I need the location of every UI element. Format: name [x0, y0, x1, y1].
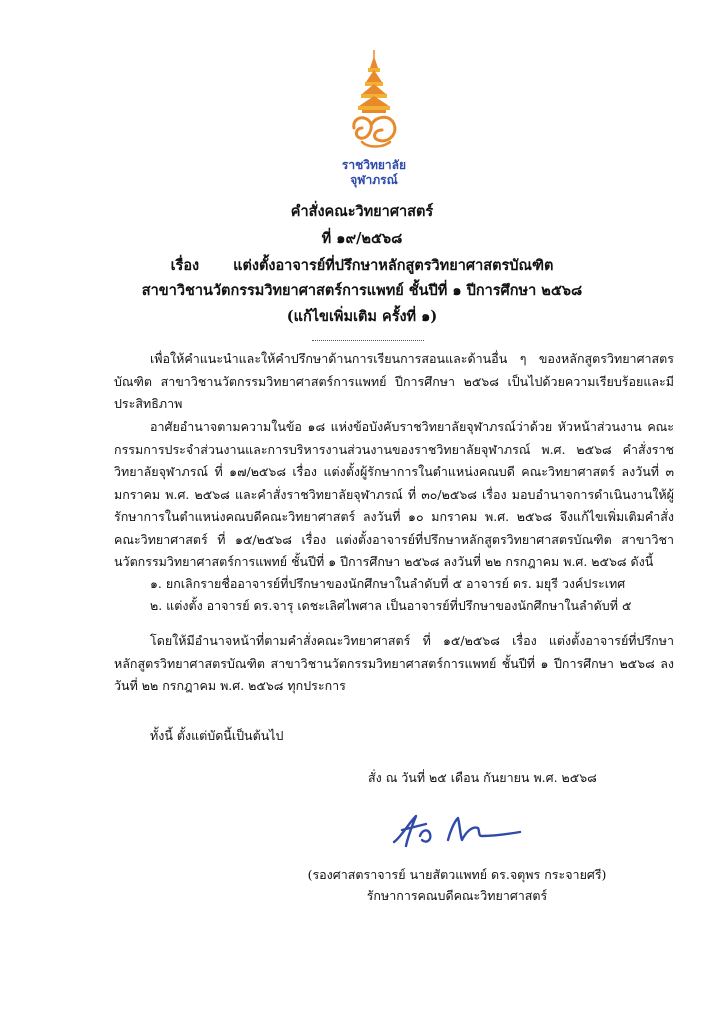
title-divider [312, 340, 424, 341]
order-date: สั่ง ณ วันที่ ๒๕ เดือน กันยายน พ.ศ. ๒๕๖๘ [368, 770, 597, 785]
institution-logo [332, 48, 416, 198]
paragraph-duties: โดยให้มีอำนาจหน้าที่ตามคำสั่งคณะวิทยาศาสตร์ ที่ ๑๕/๒๕๖๘ เรื่อง แต่งตั้งอาจารย์ที่ปรึกษาหลักสูตรวิทยาศาสตรบัณฑิต สาขาวิชานวัตกรรมวิทยาศาสตร์การแพทย์ ชั้นปีที่ ๑ ปีการศึกษา ๒๕๖๘ ลงวันที่ ๒๒ กรกฎาคม พ.ศ. ๒๕๖๘ ทุกประการ [114, 633, 674, 693]
order-title: คำสั่งคณะวิทยาศาสตร์ [290, 203, 434, 220]
signer-title: รักษาการคณบดีคณะวิทยาศาสตร์ [366, 888, 548, 903]
signer-name: (รองศาสตราจารย์ นายสัตวแพทย์ ดร.จตุพร กระจายศรี) [307, 867, 607, 882]
paragraph-authority: อาศัยอำนาจตามความในข้อ ๑๘ แห่งข้อบังคับราชวิทยาลัยจุฬาภรณ์ว่าด้วย หัวหน้าส่วนงาน คณะกรรมการประจำส่วนงานและการบริหารงานส่วนงานของราชวิทยาลัยจุฬาภรณ์ พ.ศ. ๒๕๖๘ คำสั่งราชวิทยาลัยจุฬาภรณ์ ที่ ๑๗/๒๕๖๘ เรื่อง แต่งตั้งผู้รักษาการในตำแหน่งคณบดี คณะวิทยาศาสตร์ ลงวันที่ ๓ มกราคม พ.ศ. ๒๕๖๘ และคำสั่งราชวิทยาลัยจุฬาภรณ์ ที่ ๓๐/๒๕๖๘ เรื่อง มอบอำนาจการดำเนินงานให้ผู้รักษาการในตำแหน่งคณบดีคณะวิทยาศาสตร์ ลงวันที่ ๑๐ มกราคม พ.ศ. ๒๕๖๘ จึงแก้ไขเพิ่มเติมคำสั่งคณะวิทยาศาสตร์ ที่ ๑๕/๒๕๖๘ เรื่อง แต่งตั้งอาจารย์ที่ปรึกษาหลักสูตรวิทยาศาสตรบัณฑิต สาขาวิชานวัตกรรมวิทยาศาสตร์การแพทย์ ชั้นปีที่ ๑ ปีการศึกษา ๒๕๖๘ ลงวันที่ ๒๒ กรกฎาคม พ.ศ. ๒๕๖๘ ดังนี้ [114, 419, 674, 569]
subject-label: เรื่อง [170, 257, 200, 274]
paragraph-effective: ทั้งนี้ ตั้งแต่บัดนี้เป็นต้นไป [150, 728, 284, 743]
subject-text: แต่งตั้งอาจารย์ที่ปรึกษาหลักสูตรวิทยาศาสตรบัณฑิต [233, 257, 554, 274]
logo-text-line1: ราชวิทยาลัย [341, 158, 407, 172]
list-item-appoint: ๒. แต่งตั้ง อาจารย์ ดร.จารุ เดชะเลิศไพศาล เป็นอาจารย์ที่ปรึกษาของนักศึกษาในลำดับที่ ๕ [150, 598, 632, 613]
crown-emblem-icon [332, 48, 416, 156]
list-item-cancel: ๑. ยกเลิกรายชื่ออาจารย์ที่ปรึกษาของนักศึกษาในลำดับที่ ๕ อาจารย์ ดร. มยุรี วงค์ประเทศ [150, 576, 626, 591]
signature-icon [386, 806, 526, 854]
paragraph-purpose: เพื่อให้คำแนะนำและให้คำปรึกษาด้านการเรียนการสอนและด้านอื่น ๆ ของหลักสูตรวิทยาศาสตรบัณฑิต สาขาวิชานวัตกรรมวิทยาศาสตร์การแพทย์ ปีการศึกษา ๒๕๖๘ เป็นไปด้วยความเรียบร้อยและมีประสิทธิภาพ [114, 351, 674, 411]
order-subject-line2: สาขาวิชานวัตกรรมวิทยาศาสตร์การแพทย์ ชั้นปีที่ ๑ ปีการศึกษา ๒๕๖๘ [141, 282, 583, 299]
order-number: ที่ ๑๙/๒๕๖๘ [321, 230, 403, 247]
logo-text-line2: จุฬาภรณ์ [350, 173, 398, 187]
signature [386, 806, 526, 854]
order-revision-note: (แก้ไขเพิ่มเติม ครั้งที่ ๑) [286, 308, 438, 325]
order-subject [0, 256, 724, 276]
